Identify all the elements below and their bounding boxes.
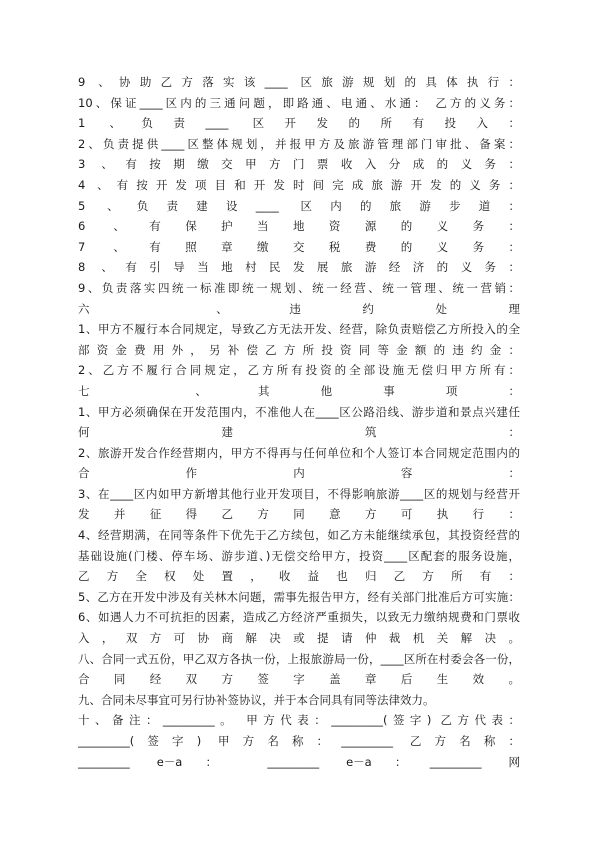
signature-line: 十、备注：_________。 甲方代表：_________(签字) 乙方代表：: [78, 713, 520, 728]
text-line: 乙方全权处置，收益也归乙方所有：: [78, 569, 520, 584]
text-line: 1、甲方必须确保在开发范围内，不准他人在____区公路沿线、游步道和景点兴建任: [78, 404, 520, 419]
text-line: 部资金费用外，另补偿乙方所投资同等金额的违约金：: [78, 342, 520, 357]
section-heading: 六 、违约处理: [78, 301, 520, 316]
text-line: 6 、有保护当地资源的义务：: [78, 219, 520, 234]
text-line: 3、在____区内如甲方新增其他行业开发项目，不得影响旅游____区的规划与经营开: [78, 486, 520, 501]
text-line: 入，双方可协商解决或提请仲裁机关解决。: [78, 631, 520, 646]
text-line: 10、保证____区内的三通问题，即路通、电通、水通： 乙方的义务：: [78, 95, 520, 110]
text-line: 1、甲方不履行本合同规定，导致乙方无法开发、经营，除负责赔偿乙方所投入的全: [78, 322, 520, 337]
text-line: 6、如遇人力不可抗拒的因素，造成乙方经济严重损失，以致无力缴纳规费和门票收: [78, 610, 520, 625]
text-line: 8 、有引导当地村民发展旅游经济的义务：: [78, 260, 520, 275]
signature-line: _________(签字) 甲方名称：_________ 乙方名称：: [78, 734, 520, 748]
contract-page: [78, 72, 520, 772]
text-line: 3 、有按期缴交甲方门票收入分成的义务：: [78, 157, 520, 172]
text-line: 发并征得乙方同意方可执行：: [78, 507, 520, 522]
text-line: 九、合同未尽事宜可另行协补签协议，并于本合同具有同等法律效力。: [78, 692, 435, 707]
text-line: 4、经营期满，在同等条件下优先于乙方续包，如乙方未能继续承包，其投资经营的: [78, 528, 520, 543]
text-line: 基础设施(门楼、停车场、游步道、)无偿交给甲方，投资____区配套的服务设施，: [78, 548, 520, 563]
text-line: 八、合同一式五份，甲乙双方各执一份，上报旅游局一份，____区所在村委会各一份，: [78, 651, 520, 666]
section-heading: 七 、其他事项：: [78, 383, 520, 398]
text-line: 2、旅游开发合作经营期内，甲方不得再与任何单位和个人签订本合同规定范围内的: [78, 445, 520, 460]
text-line: 何建筑：: [78, 425, 520, 440]
signature-line: _________ e－a： _________ e－a：_________ 网: [78, 754, 520, 769]
text-line: 2、乙方不履行合同规定，乙方所有投资的全部设施无偿归甲方所有：: [78, 363, 520, 378]
text-line: 5、乙方在开发中涉及有关林木问题，需事先报告甲方，经有关部门批准后方可实施：: [78, 589, 520, 604]
text-line: 9、负责落实四统一标准即统一规划、统一经营、统一管理、统一营销：: [78, 280, 520, 295]
text-line: 1 、负责____ 区开发的所有投入：: [78, 116, 520, 131]
text-line: 2、负责提供____区整体规划，并报甲方及旅游管理部门审批、备案：: [78, 136, 520, 151]
text-line: 7 、有照章缴交税费的义务：: [78, 239, 520, 254]
text-line: 5 、负责建设____ 区内的旅游步道：: [78, 198, 520, 213]
text-line: 9 、协助乙方落实该____ 区旅游规划的具体执行：: [78, 75, 520, 89]
text-line: 合同经双方签字盖章后生效。: [78, 672, 520, 687]
text-line: 合作内容：: [78, 466, 520, 481]
text-line: 4 、有按开发项目和开发时间完成旅游开发的义务：: [78, 177, 520, 192]
